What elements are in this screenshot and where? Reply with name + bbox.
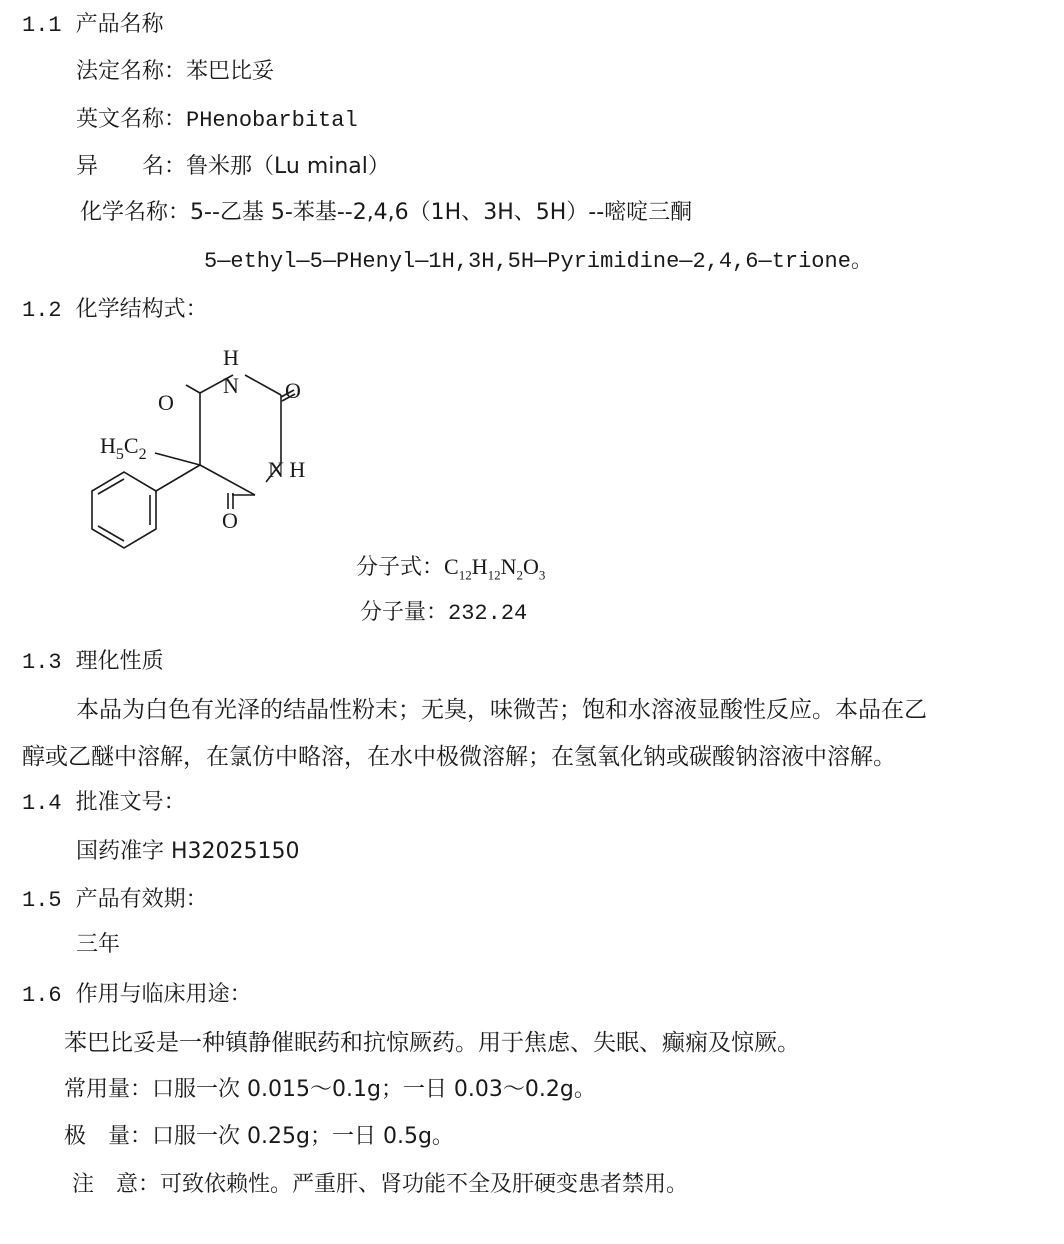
chemical-name-line (80, 198, 692, 228)
alias-line (76, 152, 390, 182)
value: 苯巴比妥 (186, 59, 275, 84)
ethyl-group: $H_5C_2$ (100, 433, 147, 463)
label: 英文名称： (76, 107, 187, 132)
atom-o: O (158, 390, 174, 415)
section-number: 1.1 (22, 13, 62, 38)
label: 分子量： (360, 600, 449, 625)
max-dose-line (64, 1122, 454, 1152)
label: 分子式： (356, 555, 445, 580)
section-number: 1.2 (22, 298, 62, 323)
shelf-life: 三年 (76, 932, 121, 957)
value: 232.24 (448, 601, 528, 626)
section-title: 批准文号： (75, 790, 186, 815)
value: PHenobarbital (186, 108, 358, 133)
atom-nh: N H (268, 457, 306, 482)
english-name-line (76, 105, 358, 136)
section-1-1-heading (22, 10, 164, 41)
section-title: 产品名称 (75, 12, 164, 37)
label: 异 名： (76, 154, 187, 179)
section-1-6-heading (22, 980, 252, 1011)
value: 鲁米那（Lu minal） (186, 154, 390, 179)
section-title: 化学结构式： (75, 297, 208, 322)
legal-name-line (76, 57, 274, 87)
clinical-use: 苯巴比妥是一种镇静催眠药和抗惊厥药。用于焦虑、失眠、癫痫及惊厥。 (64, 1030, 800, 1056)
properties-paragraph-line-2: 醇或乙醚中溶解，在氯仿中略溶，在水中极微溶解；在氢氧化钠或碳酸钠溶液中溶解。 (22, 744, 896, 770)
molecular-weight-line (360, 598, 527, 629)
section-1-2-heading (22, 295, 208, 326)
molecular-formula-line (356, 552, 545, 590)
molecular-formula: $C_{12}H_{12}N_2O_3$ (444, 554, 546, 583)
properties-paragraph-line-1: 本品为白色有光泽的结晶性粉末；无臭，味微苦；饱和水溶液显酸性反应。本品在乙 (76, 697, 927, 723)
atom-o: O (285, 378, 301, 403)
label: 注 意： (72, 1172, 161, 1197)
section-1-4-heading (22, 788, 186, 819)
section-title: 产品有效期： (75, 887, 208, 912)
section-title: 理化性质 (75, 649, 164, 674)
section-number: 1.4 (22, 791, 62, 816)
atom-h: H (223, 345, 239, 370)
section-number: 1.3 (22, 650, 62, 675)
section-title: 作用与临床用途： (75, 982, 252, 1007)
label: 化学名称： (80, 200, 191, 225)
label: 常用量： (64, 1077, 153, 1102)
value: 口服一次 0.015～0.1g；一日 0.03～0.2g。 (152, 1077, 596, 1102)
value: 5--乙基 5-苯基--2,4,6（1H、3H、5H）--嘧啶三酮 (190, 200, 693, 225)
caution-line (72, 1170, 688, 1200)
chemical-name-english: 5—ethyl—5—PHenyl—1H,3H,5H—Pyrimidine—2,4,6—trione。 (204, 249, 873, 274)
chemical-structure (90, 335, 350, 565)
value: 口服一次 0.25g；一日 0.5g。 (152, 1124, 454, 1149)
usual-dose-line (64, 1075, 596, 1105)
label: 极 量： (64, 1124, 153, 1149)
label: 法定名称： (76, 59, 187, 84)
atom-n: N (223, 373, 239, 398)
value: 可致依赖性。严重肝、肾功能不全及肝硬变患者禁用。 (160, 1172, 689, 1197)
section-1-5-heading (22, 885, 208, 916)
section-1-3-heading (22, 647, 164, 678)
section-number: 1.6 (22, 983, 62, 1008)
section-number: 1.5 (22, 888, 62, 913)
approval-number: 国药准字 H32025150 (76, 839, 300, 864)
atom-o: O (222, 508, 238, 533)
